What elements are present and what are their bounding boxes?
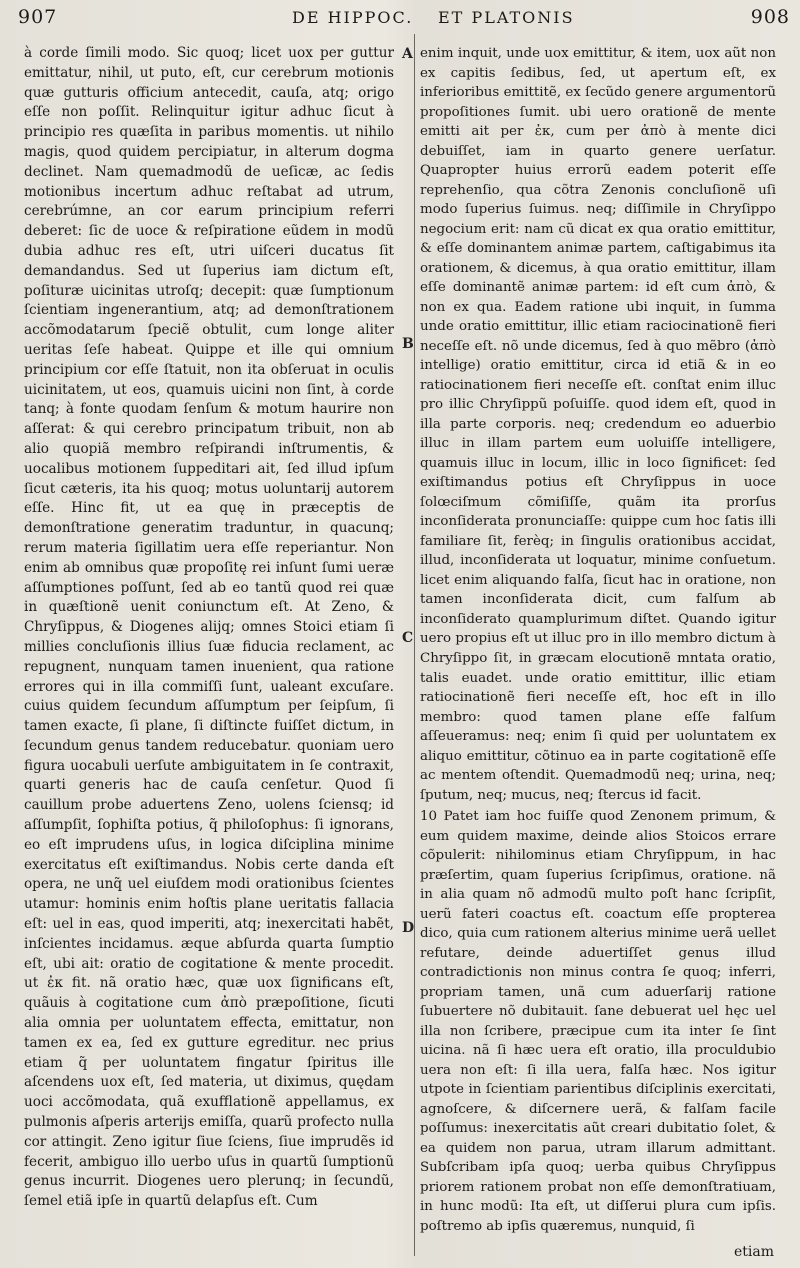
right-column-paragraph: enim inquit, unde uox emittitur, & item, uox aũt non ex capitis ſedibus, ſed, ut apertum eſt, ex inferioribus emittitẽ, ex ſecũdo genere argumentorũ propoſitiones ſumit. ubi uero orationẽ de mente emitti ait per ἐκ, cum per ἀπὸ à mente dici debuiſſet, iam in quarto genere uerſatur. Quapropter huius errorũ eadem poterit eſſe reprehenſio, qua cõtra Zenonis concluſionẽ uſi modo ſuperius ſuimus. neq; diſſimile in Chryſippo negocium erit: nam cũ dicat ex qua oratio emittitur, & eſſe dominantem animæ partem, caſtigabimus ita orationem, & dicemus, à qua oratio emittitur, illam eſſe dominantẽ animæ partem: id eſt cum ἀπὸ, & non ex qua. Eadem ratione ubi inquit, in ſumma unde oratio emittitur, illic etiam raciocinationẽ fieri neceſſe eſt. nõ unde dicemus, ſed à quo mẽbro (ἀπὸ intellige) oratio emittitur, circa id etiã & in eo ratiocinationem fieri neceſſe eſt. conſtat enim illuc pro illic Chryſippũ poſuiſſe. quod idem eſt, quod in illa parte corporis. neq; credendum eo aduerbio illuc in illam partem eum uoluiſſe intelligere, quamuis illuc in locum, illic in loco ſignificet: ſed exiſtimandus potius eſt Chryſippus in uoce ſolœciſmum cõmiſiſſe, quãm ita prorſus inconſiderata pronunciaſſe: quippe cum hoc ſatis illi familiare ſit, ferèq; in ſingulis orationibus accidat, illud, inconſiderata ut loquatur, minime conſuetum. licet enim aliquando falſa, ſicut hac in oratione, non tamen inconſiderata dicit, cum falſum ab inconſiderato quamplurimum diſtet. Quando igitur uero propius eſt ut illuc pro in illo membro dictum à Chryſippo ſit, in græcam elocutionẽ mntata oratio, talis euadet. unde oratio emittitur, illic etiam ratiocinationẽ fieri neceſſe eſt, hoc eſt in illo membro: quod tamen plane eſſe falſum aſſeueramus: neq; enim ſi quid per uoluntatem ex aliquo emittitur, cõtinuo ea in parte cogitationẽ eſſe ac mentem oſtendit. Quemadmodũ neq; urina, neq; ſputum, neq; mucus, neq; ſtercus id facit. [420,46,776,803]
margin-letter-c: C [402,630,414,646]
right-column [420,44,776,1236]
margin-letter-a: A [402,46,413,62]
running-title-right: ET PLATONIS [438,8,575,27]
margin-letter-d: D [402,920,415,936]
page-number-right: 908 [750,6,790,28]
catchword: etiam [733,1244,774,1260]
margin-letter-b: B [402,336,414,352]
left-column [24,44,394,1212]
running-title-left: DE HIPPOC. [292,8,414,27]
left-column-text: à corde ſimili modo. Sic quoq; licet uox per guttur emittatur, nihil, ut puto, eſt, cur cerebrum motionis quæ gutturis officium antecedit, cauſa, atq; origo eſſe non poſſit. Relinquitur igitur adhuc ſicut à principio res quæſita in paribus momentis. ut nihilo magis, quod quidem percipiatur, in alterum dogma declinet. Nam quemadmodũ de ueſicæ, ac ſedis motionibus incertum adhuc reſtabat ad utrum, cerebrúmne, an cor earum principium referri deberet: ſic de uoce & reſpiratione eũdem in modũ dubia adhuc res eſt, utri uiſceri ducatus ſit demandandus. Sed ut ſuperius iam dictum eſt, poſituræ uicinitas utroſq; decepit: quæ ſumptionum ſcientiam ingenerantium, atq; ad demonſtrationem accõmodatarum ſpeciẽ obtulit, cum longe aliter ueritas ſeſe habeat. Quippe et ille qui omnium principium cor eſſe ſtatuit, non ita obſeruat in oculis uicinitatem, ut eos, quamuis uicini non ſint, à corde tanq; à fonte quodam ſenſum & motum haurire non aſſerat: & qui cerebro principatum tribuit, non ab alio quopiã membro reſpirandi inſtrumentis, & uocalibus motionem ſuppeditari ait, ſed illud ipſum ſicut cæteris, ita his quoq; motus uoluntarij autorem eſſe. Hinc fit, ut ea quę in præceptis de demonſtratione generatim traduntur, in quacunq; rerum materia ſigillatim uera eſſe reperiantur. Non enim ab omnibus quæ propoſitę rei inſunt ſumi ueræ aſſumptiones poſſunt, ſed ab eo tantũ quod rei quæ in quæſtionẽ uenit coniunctum eſt. At Zeno, & Chryſippus, & Diogenes alijq; omnes Stoici etiam ſi millies concluſionis illius ſuæ fiducia reclament, ac repugnent, nunquam tamen inuenient, qua ratione errores qui in illa commiſſi ſunt, ualeant excuſare. cuius quidem ſecundum aſſumptum per ſeipſum, ſi tamen exacte, ſi plane, ſi diſtincte fuiſſet dictum, in ſecundum genus tandem reducebatur. quoniam uero figura uocabuli uerſute ambiguitatem in ſe contraxit, quarti generis hac de cauſa cenſetur. Quod ſi cauillum probe aduertens Zeno, uolens ſciensq; id aſſumpſit, ſophiſta potius, q̃ philoſophus: ſi ignorans, eo eſt imprudens uſus, in logica diſciplina minime exercitatus eſt exiſtimandus. Nobis certe danda eſt opera, ne unq̃ uel eiuſdem modi orationibus ſcientes utamur: hominis enim hoſtis plane ueritatis fallacia eſt: uel in eas, quod imperiti, atq; inexercitati habẽt, inſcientes incidamus. æque abſurda quarta ſumptio eſt, ubi ait: oratio de cogitatione & mente procedit. ut ἐκ fit. nã oratio hæc, quæ uox ſignificans eſt, quãuis à cogitatione cum ἀπὸ præpoſitione, ſicuti alia omnia per uoluntatem effecta, emittatur, non tamen ex ea, ſed ex gutture egreditur. nec prius etiam q̃ per uoluntatem fingatur ſpiritus ille aſcendens uox eſt, ſed materia, ut diximus, quędam uoci accõmodata, quã exufflationẽ appellamus, ex pulmonis aſperis arterijs emiſſa, quarũ profecto nulla cor attingit. Zeno igitur ſiue ſciens, ſiue imprudẽs id fecerit, ambiguo illo uerbo uſus in quartũ ſumptionũ genus incurrit. Diogenes uero plerunq; in ſecundũ, ſemel etiã ipſe in quartũ delapſus eſt. Cum [24,45,394,1210]
right-column-paragraph: 10 Patet iam hoc fuiſſe quod Zenonem primum, & eum quidem maxime, deinde alios Stoicos errare cõpulerit: nihilominus etiam Chryſippum, in hac præſertim, quam ſuperius ſcripſimus, oratione. nã in alia quam nõ admodũ multo poſt hanc ſcripſit, uerũ fateri coactus eſt. coactum eſſe propterea dico, quia cum rationem alterius minime uerã uellet refutare, deinde aduertiſſet genus illud contradictionis non minus contra ſe quoq; inferri, propriam tamen, unã cum aduerſarij ratione ſubuertere nõ dubitauit. ſane debuerat uel hęc uel illa non ſcribere, præcipue cum ita inter ſe ſint uicina. nã ſi hæc uera eſt oratio, illa proculdubio uera non eſt: ſi illa uera, falſa hæc. Nos igitur utpote in ſcientiam parientibus diſciplinis exercitati, agnoſcere, & diſcernere uerã, & falſam facile poſſumus: inexercitatis aũt creari dubitatio ſolet, & ea quidem non parua, utram illarum admittant. Subſcribam ipſa quoq; uerba quibus Chryſippus priorem rationem probat non eſſe demonſtratiuam, in hunc modũ: Ita eſt, ut diſſerui plura cum ipſis. poſtremo ab ipſis quæremus, nunquid, ſi [420,809,776,1234]
running-header [18,6,790,34]
column-divider [414,34,415,1256]
page-number-left: 907 [18,6,58,28]
